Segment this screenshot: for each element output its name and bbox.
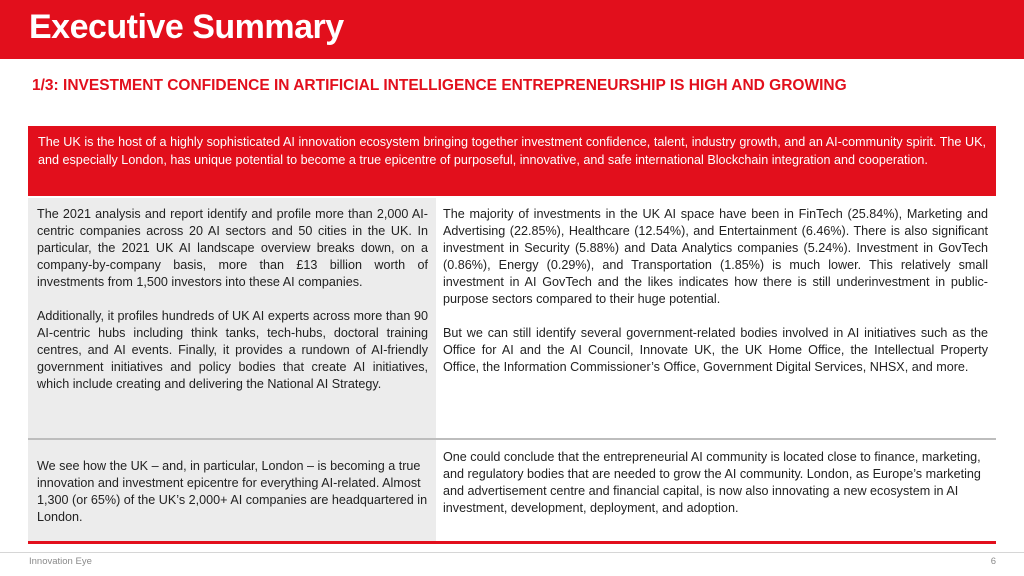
footer-brand: Innovation Eye <box>29 556 92 567</box>
page-title: Executive Summary <box>29 8 344 46</box>
paragraph: Additionally, it profiles hundreds of UK AI experts across more than 90 AI-centric hubs including think tanks, tech-hubs, doctoral training centres, and AI events. Finally, it provides a rundown of AI-friendly government initiatives and policy bodies that create AI initiatives, which include creating and delivering the National AI Strategy. <box>37 309 428 391</box>
paragraph: We see how the UK – and, in particular, London – is becoming a true innovation and investment epicentre for everything AI-related. Almost 1,300 (or 65%) of the UK’s 2,000+ AI companies are headquartered in London. <box>37 459 428 524</box>
summary-cell-bottom-left <box>28 440 436 541</box>
intro-callout: The UK is the host of a highly sophisticated AI innovation ecosystem bringing together investment confidence, talent, industry growth, and an AI-community spirit. The UK, and especially London, has unique potential to become a true epicentre of purposeful, innovative, and safe international Blockchain integration and cooperation. <box>28 126 996 196</box>
paragraph: The 2021 analysis and report identify and profile more than 2,000 AI-centric companies across 20 AI sectors and 50 cities in the UK. In particular, the 2021 UK AI landscape overview breaks down, on a company-by-company basis, more than £13 billion worth of investments from 1,500 investors into these AI companies. <box>37 207 428 289</box>
header-bar <box>0 0 1024 59</box>
summary-cell-top-left <box>28 198 436 438</box>
paragraph: But we can still identify several government-related bodies involved in AI initiatives such as the Office for AI and the AI Council, Innovate UK, the UK Home Office, the Intellectual Property Office, the Information Commissioner’s Office, Government Digital Services, NHSX, and more. <box>443 326 988 374</box>
footer-divider <box>0 552 1024 553</box>
bottom-accent-divider <box>28 541 996 544</box>
summary-cell-top-right <box>436 198 996 438</box>
paragraph: One could conclude that the entrepreneurial AI community is located close to finance, marketing, and regulatory bodies that are needed to grow the AI community. London, as Europe’s marketing and advertisement centre and financial capital, is now also innovating a new ecosystem in AI investment, development, deployment, and adoption. <box>443 450 981 515</box>
paragraph: The majority of investments in the UK AI space have been in FinTech (25.84%), Marketing and Advertising (22.85%), Healthcare (12.54%), and Entertainment (6.46%). There is also significant investment in Security (5.88%) and Data Analytics companies (5.24%). Investment in GovTech (0.86%), Energy (0.29%), and Transportation (1.85%) is much lower. This relatively small investment in AI GovTech and the likes indicates how there is still underinvestment in public-purpose sectors compared to their huge potential. <box>443 207 988 306</box>
summary-cell-bottom-right <box>436 440 996 541</box>
section-subtitle: 1/3: INVESTMENT CONFIDENCE IN ARTIFICIAL INTELLIGENCE ENTREPRENEURSHIP IS HIGH AND GROWING <box>32 77 847 94</box>
page-number: 6 <box>990 556 996 567</box>
